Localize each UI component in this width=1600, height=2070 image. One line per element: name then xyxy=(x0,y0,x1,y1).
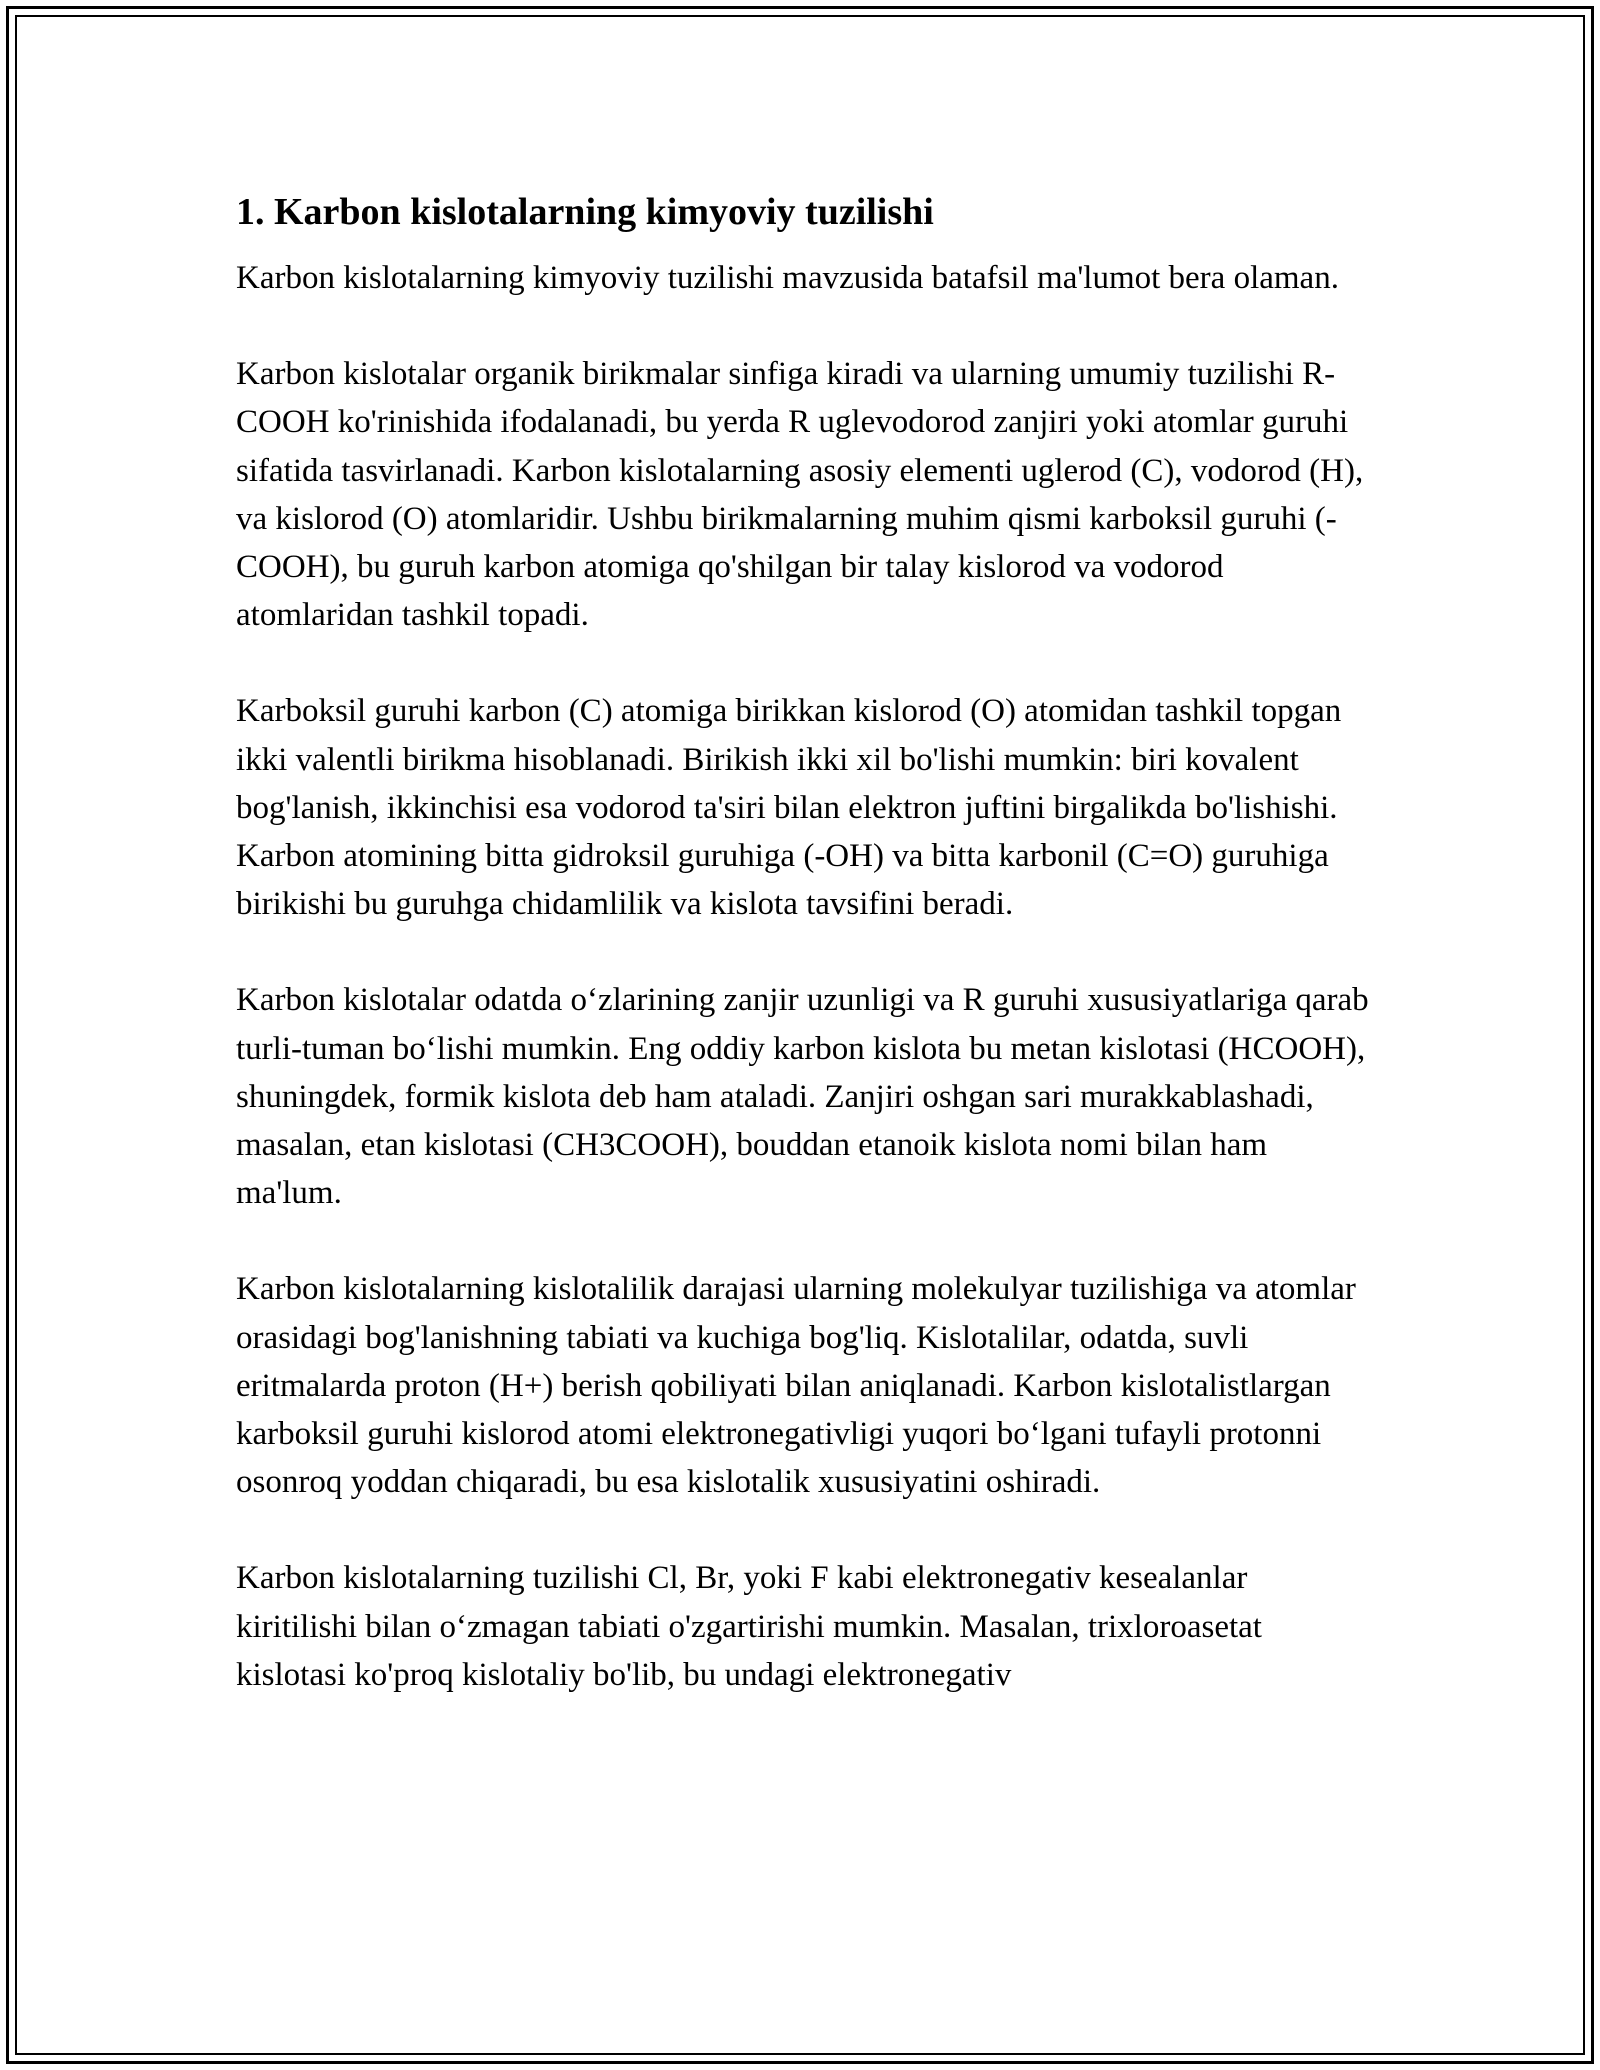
paragraph-5: Karbon kislotalarning kislotalilik darajasi ularning molekulyar tuzilishiga va atomlar orasidagi bog'lanishning tabiati va kuchiga bog'liq. Kislotalilar, odatda, suvli eritmalarda proton (H+) berish qobiliyati bilan aniqlanadi. Karbon kislotalistlargan karboksil guruhi kislorod atomi elektronegativligi yuqori bo‘lgani tufayli protonni osonroq yoddan chiqaradi, bu esa kislotalik xususiyatini oshiradi. xyxy=(236,1271,1356,1501)
paragraph-3: Karboksil guruhi karbon (C) atomiga birikkan kislorod (O) atomidan tashkil topgan ikki valentli birikma hisoblanadi. Birikish ikki xil bo'lishi mumkin: biri kovalent bog'lanish, ikkinchisi esa vodorod ta'siri bilan elektron juftini birgalikda bo'lishishi. Karbon atomining bitta gidroksil guruhiga (-OH) va bitta karbonil (C=O) guruhiga birikishi bu guruhga chidamlilik va kislota tavsifini beradi. xyxy=(236,693,1342,923)
paragraph-2: Karbon kislotalar organik birikmalar sinfiga kiradi va ularning umumiy tuzilishi R-COOH ko'rinishida ifodalanadi, bu yerda R uglevodorod zanjiri yoki atomlar guruhi sifatida tasvirlanadi. Karbon kislotalarning asosiy elementi uglerod (C), vodorod (H), va kislorod (O) atomlaridir. Ushbu birikmalarning muhim qismi karboksil guruhi (-COOH), bu guruh karbon atomiga qo'shilgan bir talay kislorod va vodorod atomlaridan tashkil topadi. xyxy=(236,356,1364,634)
document-body xyxy=(236,186,1372,1747)
paragraph-6: Karbon kislotalarning tuzilishi Cl, Br, yoki F kabi elektronegativ kesealanlar kiritilishi bilan o‘zmagan tabiati o'zgartirishi mumkin. Masalan, trixloroasetat kislotasi ko'proq kislotaliy bo'lib, bu undagi elektronegativ xyxy=(236,1560,1262,1693)
paragraph-4: Karbon kislotalar odatda o‘zlarining zanjir uzunligi va R guruhi xususiyatlariga qarab turli-tuman bo‘lishi mumkin. Eng oddiy karbon kislota bu metan kislotasi (HCOOH), shuningdek, formik kislota deb ham ataladi. Zanjiri oshgan sari murakkablashadi, masalan, etan kislotasi (CH3COOH), bouddan etanoik kislota nomi bilan ham ma'lum. xyxy=(236,982,1369,1212)
section-heading: 1. Karbon kislotalarning kimyoviy tuzilishi xyxy=(236,191,934,233)
paragraph-1: Karbon kislotalarning kimyoviy tuzilishi mavzusida batafsil ma'lumot bera olaman. xyxy=(236,260,1339,296)
